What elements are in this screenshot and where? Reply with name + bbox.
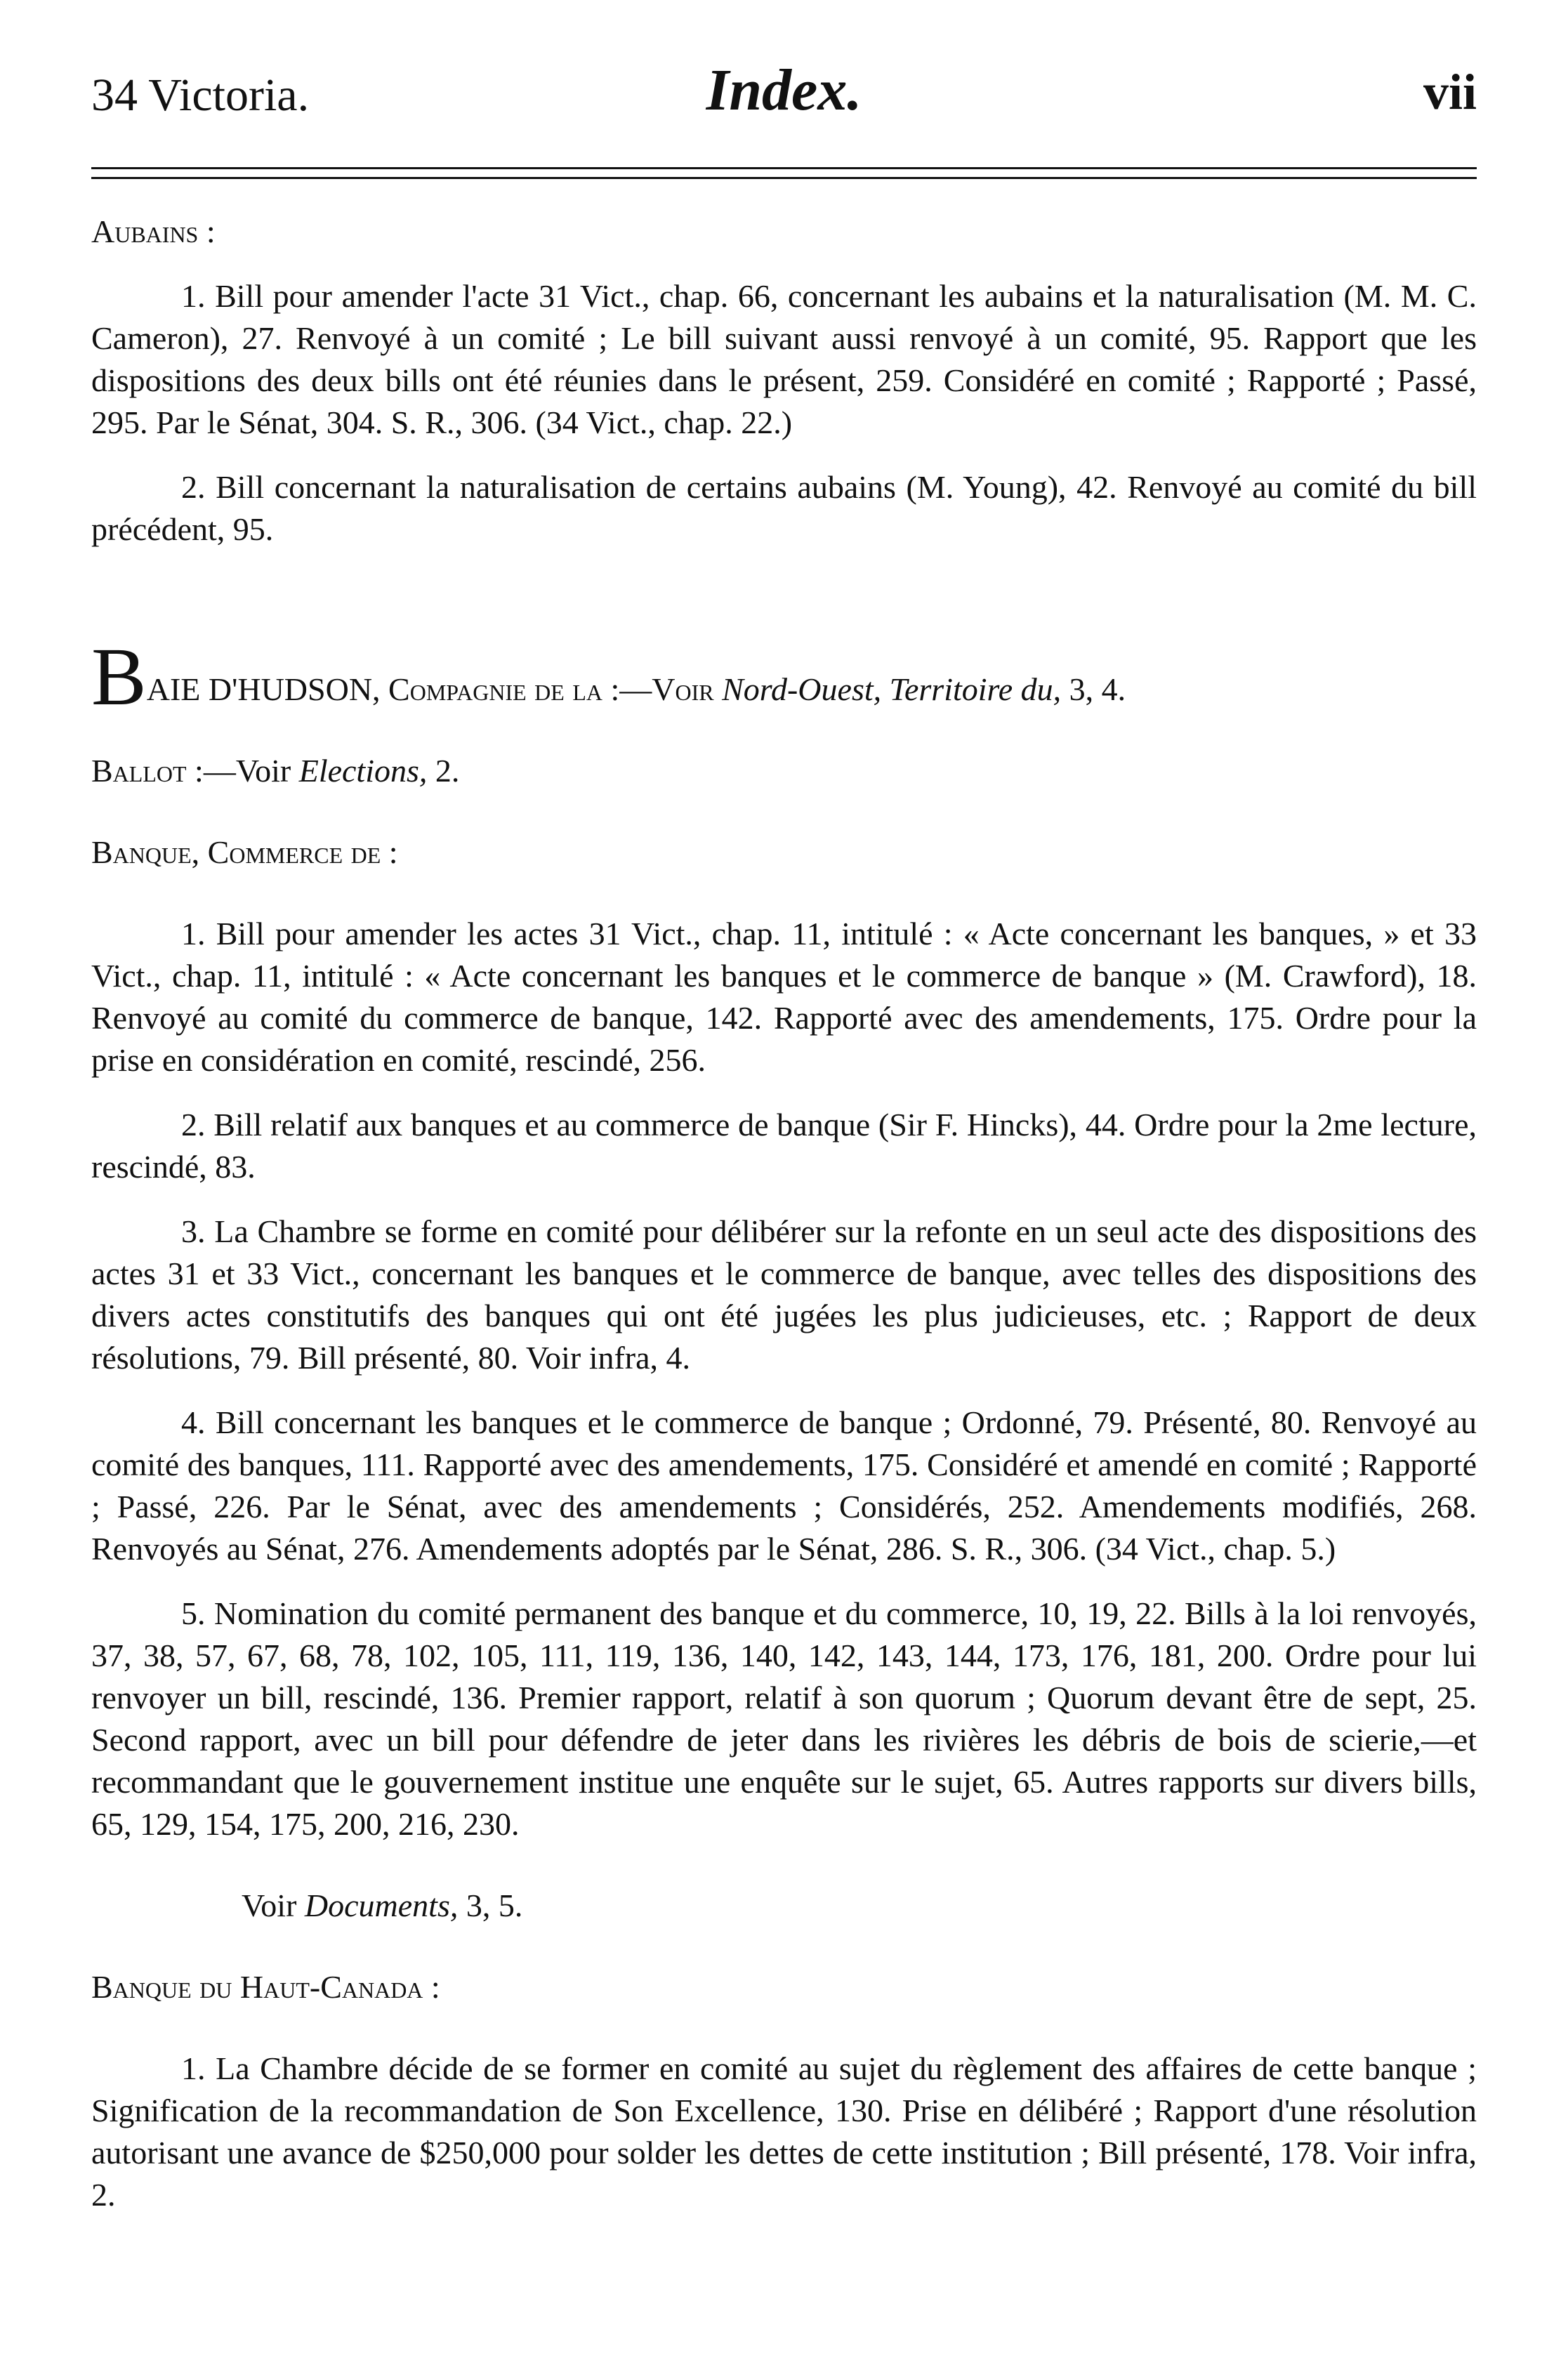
- entry-banque-5: 5. Nomination du comité permanent des banque et du commerce, 10, 19, 22. Bills à la loi renvoyés, 37, 38, 57, 67, 68, 78, 102, 105, 111, 119, 136, 140, 142, 143, 144, 173, 176, 181, 200. Ordre pour lui renvoyer un bill, rescindé, 136. Premier rapport, relatif à son quorum ; Quorum devant être de sept, 25. Second rapport, avec un bill pour défendre de jeter dans les rivières les débris de bois de scierie,—et recommandant que le gouvernement institue une enquête sur le sujet, 65. Autres rapports sur divers bills, 65, 129, 154, 175, 200, 216, 230.: [91, 1595, 1477, 1842]
- header-title: Index.: [706, 58, 862, 123]
- entry-banque-3: 3. La Chambre se forme en comité pour délibérer sur la refonte en un seul acte des dispositions des actes 31 et 33 Vict., concernant les banques et le commerce de banque, avec telles des dispositions des divers actes constitutifs des banques qui ont été jugées les plus judicieuses, etc. ; Rapport de deux résolutions, 79. Bill présenté, 80. Voir infra, 4.: [91, 1213, 1477, 1376]
- entry-haut-canada-1: 1. La Chambre décide de se former en comité au sujet du règlement des affaires de cette banque ; Signification de la recommandation de Son Excellence, 130. Prise en délibéré ; Rapport d'une résolution autorisant une avance de $250,000 pour solder les dettes de cette institution ; Bill présenté, 178. Voir infra, 2.: [91, 2050, 1477, 2213]
- header-volume: 34 Victoria.: [91, 70, 310, 121]
- entry-banque-2: 2. Bill relatif aux banques et au commerce de banque (Sir F. Hincks), 44. Ordre pour la 2me lecture, rescindé, 83.: [91, 1107, 1477, 1185]
- header-rule-bottom: [91, 177, 1477, 179]
- ballot-ref-pages: 2.: [427, 753, 460, 789]
- ballot-voir: :—Voir: [186, 753, 299, 789]
- heading-aubains: Aubains :: [91, 213, 216, 249]
- voir-prefix: Voir: [242, 1888, 305, 1923]
- baie-ref: Nord-Ouest, Territoire du,: [722, 671, 1062, 707]
- header-rule-top: [91, 167, 1477, 169]
- entry-aubains-1: 1. Bill pour amender l'acte 31 Vict., chap. 66, concernant les aubains et la naturalisation (M. M. C. Cameron), 27. Renvoyé à un comité ; Le bill suivant aussi renvoyé à un comité, 95. Rapport que les dispositions des deux bills ont été réunies dans le présent, 259. Considéré en comité ; Rapporté ; Passé, 295. Par le Sénat, 304. S. R., 306. (34 Vict., chap. 22.): [91, 278, 1477, 440]
- running-head: [91, 56, 1477, 133]
- voir-documents-pages: 3, 5.: [458, 1888, 523, 1923]
- entry-banque-1: 1. Bill pour amender les actes 31 Vict., chap. 11, intitulé : « Acte concernant les banques, » et 33 Vict., chap. 11, intitulé : « Acte concernant les banques et le commerce de banque » (M. Crawford), 18. Renvoyé au comité du commerce de banque, 142. Rapporté avec des amendements, 175. Ordre pour la prise en considération en comité, rescindé, 256.: [91, 916, 1477, 1078]
- header-page-number: vii: [1423, 64, 1477, 120]
- heading-ballot: [91, 750, 1477, 792]
- entry-banque-4: 4. Bill concernant les banques et le commerce de banque ; Ordonné, 79. Présenté, 80. Renvoyé au comité des banques, 111. Rapporté avec des amendements, 175. Considéré et amendé en comité ; Rapporté ; Passé, 226. Par le Sénat, avec des amendements ; Considérés, 252. Amendements modifiés, 268. Renvoyés au Sénat, 276. Amendements adoptés par le Sénat, 286. S. R., 306. (34 Vict., chap. 5.): [91, 1404, 1477, 1567]
- banque-voir-documents: [91, 1885, 1477, 1927]
- heading-baie-hudson: [91, 631, 1477, 723]
- baie-ref-pages: 3, 4.: [1061, 671, 1126, 707]
- voir-documents-ref: Documents,: [304, 1888, 459, 1923]
- index-content: [91, 211, 1477, 2216]
- ballot-ref: Elections,: [298, 753, 428, 789]
- heading-banque-haut-canada: Banque du Haut-Canada :: [91, 1969, 440, 2005]
- drop-cap: B: [91, 631, 147, 723]
- ballot-heading-text: Ballot: [91, 753, 187, 789]
- heading-banque-commerce: Banque, Commerce de :: [91, 834, 398, 870]
- entry-aubains-2: 2. Bill concernant la naturalisation de certains aubains (M. Young), 42. Renvoyé au comité du bill précédent, 95.: [91, 469, 1477, 547]
- baie-heading-text: AIE D'HUDSON, Compagnie de la :—Voir: [146, 671, 723, 707]
